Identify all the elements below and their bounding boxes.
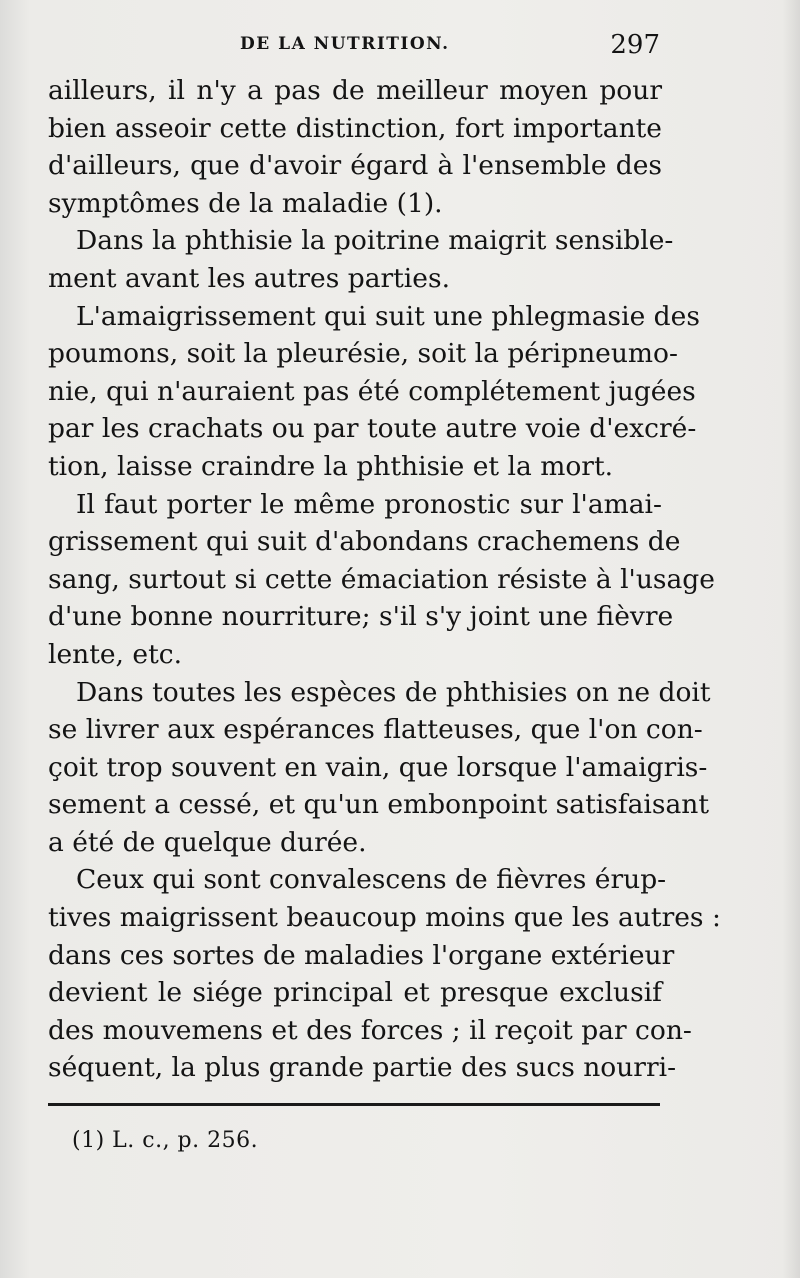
text-line: grissement qui suit d'abondans crachemens de — [48, 526, 681, 558]
text-line: poumons, soit la pleurésie, soit la péripneumo- — [48, 338, 678, 370]
text-line: çoit trop souvent en vain, que lorsque l'amaigris- — [48, 751, 708, 783]
text-line: des mouvemens et des forces ; il reçoit par con- — [48, 1014, 692, 1046]
text-line: nie, qui n'auraient pas été complétement jugées — [48, 375, 696, 407]
text-line: tives maigrissent beaucoup moins que les autres : — [48, 902, 721, 934]
running-title: DE LA NUTRITION. — [240, 34, 450, 54]
text-line: par les crachats ou par toute autre voie d'excré- — [48, 413, 697, 445]
text-line: Dans la phthisie la poitrine maigrit sensible- — [76, 225, 674, 257]
body-text — [48, 72, 721, 1087]
text-line: Ceux qui sont convalescens de fièvres érup- — [76, 864, 667, 896]
text-line: Il faut porter le même pronostic sur l'amai- — [76, 488, 662, 520]
text-line: a été de quelque durée. — [48, 826, 367, 858]
text-line: symptômes de la maladie (1). — [48, 187, 443, 219]
text-line: Dans toutes les espèces de phthisies on ne doit — [76, 676, 711, 708]
page-number: 297 — [610, 30, 660, 60]
page-header — [48, 30, 660, 70]
page-edge-shadow — [782, 0, 800, 1278]
text-line: d'une bonne nourriture; s'il s'y joint une fièvre — [48, 601, 674, 633]
text-line: se livrer aux espérances flatteuses, que l'on con- — [48, 714, 703, 746]
text-line: lente, etc. — [48, 638, 183, 670]
text-line: d'ailleurs, que d'avoir égard à l'ensemble des — [48, 150, 662, 182]
footnote-rule — [48, 1103, 660, 1106]
text-line: devient le siége principal et presque exclusif — [48, 977, 662, 1009]
text-line: sang, surtout si cette émaciation résiste à l'usage — [48, 563, 715, 595]
text-line: bien asseoir cette distinction, fort importante — [48, 112, 662, 144]
text-line: L'amaigrissement qui suit une phlegmasie des — [76, 300, 700, 332]
text-line: séquent, la plus grande partie des sucs nourri- — [48, 1052, 677, 1084]
footnote: (1) L. c., p. 256. — [72, 1128, 259, 1153]
text-line: ailleurs, il n'y a pas de meilleur moyen pour — [48, 75, 662, 106]
text-line: ment avant les autres parties. — [48, 262, 450, 294]
text-line: tion, laisse craindre la phthisie et la mort. — [48, 450, 614, 482]
text-line: dans ces sortes de maladies l'organe extérieur — [48, 939, 675, 971]
text-line: sement a cessé, et qu'un embonpoint satisfaisant — [48, 789, 709, 821]
